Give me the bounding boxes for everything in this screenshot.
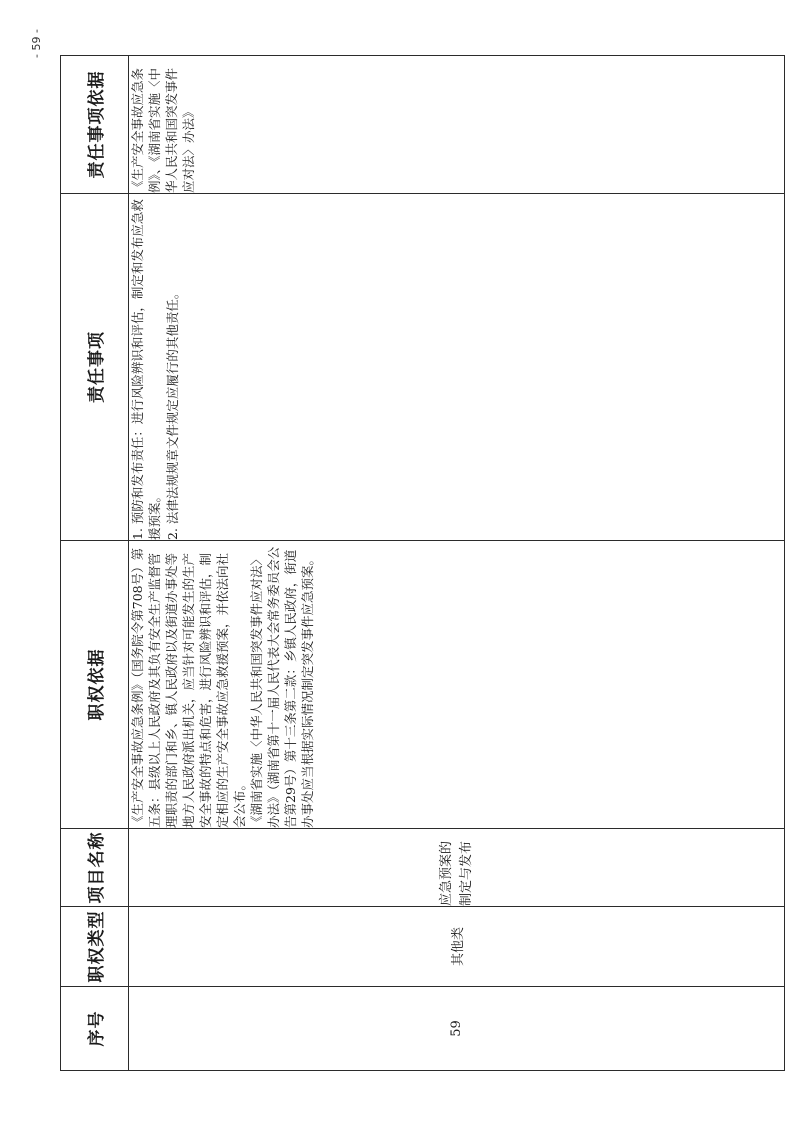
responsibility-item: 1. 预防和发布责任：进行风险辨识和评估，制定和发布应急救援预案。 bbox=[130, 199, 162, 540]
header-reference: 责任事项依据 bbox=[61, 56, 129, 194]
responsibility-item: 2. 法律法规规章文件规定应履行的其他责任。 bbox=[165, 286, 180, 540]
cell-name: 应急预案的制定与发布 bbox=[129, 829, 785, 907]
cell-type: 其他类 bbox=[129, 907, 785, 987]
page-number: - 59 - bbox=[30, 29, 43, 58]
header-responsibility: 责任事项 bbox=[61, 194, 129, 541]
authority-table bbox=[60, 55, 785, 1071]
basis-paragraph: 《生产安全事故应急条例》（国务院令第708号）第五条：县级以上人民政府及其负有安全生产监督管理职责的部门和乡、镇人民政府以及街道办事处等地方人民政府派出机关，应当针对可能发生的生产安全事故的特点和危害，进行风险辨识和评估，制定相应的生产安全事故应急救援预案，并依法向社会公布。 bbox=[130, 547, 247, 828]
header-row bbox=[61, 56, 129, 1071]
cell-basis bbox=[129, 541, 785, 829]
header-name: 项目名称 bbox=[61, 829, 129, 907]
table-row bbox=[129, 56, 785, 1071]
cell-seq: 59 bbox=[129, 987, 785, 1071]
header-basis: 职权依据 bbox=[61, 541, 129, 829]
cell-reference: 《生产安全事故应急条例》、《湖南省实施〈中华人民共和国突发事件应对法〉办法》 bbox=[129, 56, 785, 194]
basis-paragraph: 《湖南省实施〈中华人民共和国突发事件应对法〉办法》（湖南省第十一届人民代表大会常务委员会公告第29号）第十三条第二款：乡镇人民政府，街道办事处应当根据实际情况制定突发事件应急预案。 bbox=[249, 546, 315, 828]
cell-responsibility bbox=[129, 194, 785, 541]
header-type: 职权类型 bbox=[61, 907, 129, 987]
header-seq: 序号 bbox=[61, 987, 129, 1071]
